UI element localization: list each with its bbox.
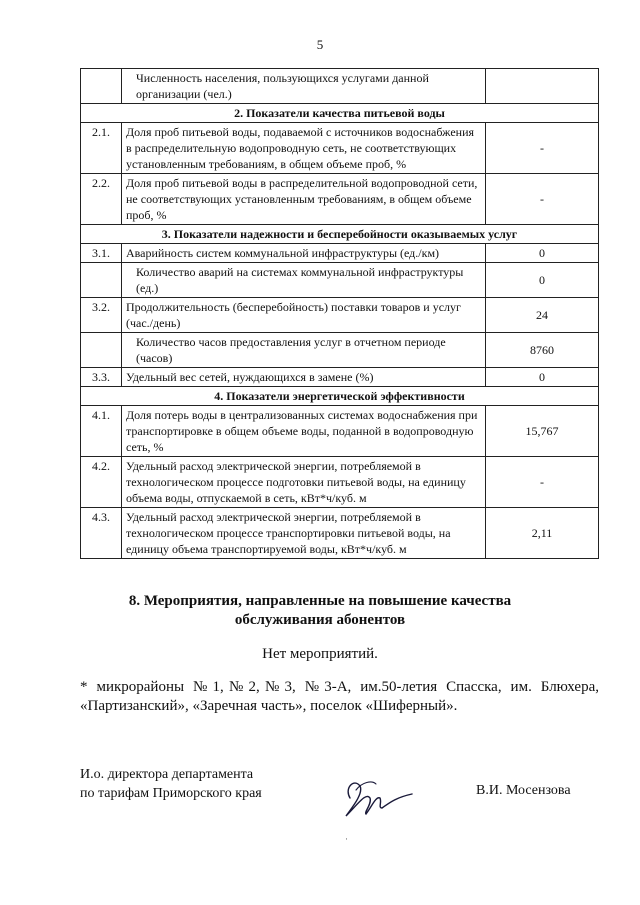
row-value: 2,11 bbox=[486, 508, 599, 559]
table-row bbox=[81, 244, 599, 263]
row-number: 4.2. bbox=[81, 457, 122, 508]
table-row bbox=[81, 263, 599, 298]
table-row bbox=[81, 123, 599, 174]
row-number bbox=[81, 69, 122, 104]
row-text: Удельный расход электрической энергии, потребляемой в технологическом процессе транспортировки питьевой воды, на единицу объема транспортируемой воды, кВт*ч/куб. м bbox=[122, 508, 486, 559]
section-row bbox=[81, 225, 599, 244]
signatory-position-line1: И.о. директора департамента bbox=[80, 767, 254, 782]
table-row bbox=[81, 333, 599, 368]
row-text: Численность населения, пользующихся услугами данной организации (чел.) bbox=[122, 69, 486, 104]
handwritten-signature bbox=[336, 768, 416, 824]
section-heading: 4. Показатели энергетической эффективности bbox=[81, 387, 599, 406]
row-number: 3.1. bbox=[81, 244, 122, 263]
indicators-table bbox=[80, 68, 599, 559]
row-number bbox=[81, 333, 122, 368]
row-value bbox=[486, 69, 599, 104]
row-number bbox=[81, 263, 122, 298]
section-8-title bbox=[0, 592, 640, 630]
row-value: 0 bbox=[486, 368, 599, 387]
row-text: Количество аварий на системах коммунальной инфраструктуры (ед.) bbox=[122, 263, 486, 298]
row-value: - bbox=[486, 174, 599, 225]
row-text: Количество часов предоставления услуг в отчетном периоде (часов) bbox=[122, 333, 486, 368]
row-number: 2.2. bbox=[81, 174, 122, 225]
row-text: Удельный расход электрической энергии, потребляемой в технологическом процессе подготовки питьевой воды, на единицу объема воды, отпускаемой в сеть, кВт*ч/куб. м bbox=[122, 457, 486, 508]
scan-mark: · bbox=[345, 834, 348, 844]
row-value: 24 bbox=[486, 298, 599, 333]
row-number: 3.2. bbox=[81, 298, 122, 333]
table-row bbox=[81, 69, 599, 104]
signatory-position-line2: по тарифам Приморского края bbox=[80, 786, 262, 801]
row-value: 15,767 bbox=[486, 406, 599, 457]
table-row bbox=[81, 298, 599, 333]
row-text: Аварийность систем коммунальной инфраструктуры (ед./км) bbox=[122, 244, 486, 263]
section-8-title-line2: обслуживания абонентов bbox=[234, 612, 406, 628]
section-row bbox=[81, 387, 599, 406]
row-text: Доля потерь воды в централизованных системах водоснабжения при транспортировке в общем объеме воды, поданной в водопроводную сеть, % bbox=[122, 406, 486, 457]
table-row bbox=[81, 368, 599, 387]
section-row bbox=[81, 104, 599, 123]
table-row bbox=[81, 406, 599, 457]
row-text: Доля проб питьевой воды в распределительной водопроводной сети, не соответствующих установленным требованиям, в общем объеме проб, % bbox=[122, 174, 486, 225]
row-text: Удельный вес сетей, нуждающихся в замене (%) bbox=[122, 368, 486, 387]
row-value: - bbox=[486, 123, 599, 174]
footnote-line2: «Партизанский», «Заречная часть», поселок «Шиферный». bbox=[80, 698, 458, 714]
row-text: Продолжительность (бесперебойность) поставки товаров и услуг (час./день) bbox=[122, 298, 486, 333]
signatory-position bbox=[80, 765, 262, 803]
row-value: - bbox=[486, 457, 599, 508]
table-row bbox=[81, 174, 599, 225]
row-value: 0 bbox=[486, 263, 599, 298]
row-value: 8760 bbox=[486, 333, 599, 368]
section-8-title-line1: 8. Мероприятия, направленные на повышение качества bbox=[128, 593, 512, 609]
section-heading: 3. Показатели надежности и бесперебойности оказываемых услуг bbox=[81, 225, 599, 244]
row-number: 3.3. bbox=[81, 368, 122, 387]
no-measures-text: Нет мероприятий. bbox=[262, 646, 378, 662]
table-row bbox=[81, 508, 599, 559]
row-number: 4.3. bbox=[81, 508, 122, 559]
footnote-line1: * микрорайоны №1,№2,№3, №3-А, им.50-летия Спасска, им. Блюхера, bbox=[80, 679, 599, 695]
row-text: Доля проб питьевой воды, подаваемой с источников водоснабжения в распределительную водопроводную сеть, не соответствующих установленным требованиям, в общем объеме проб, % bbox=[122, 123, 486, 174]
row-value: 0 bbox=[486, 244, 599, 263]
page-number: 5 bbox=[316, 37, 324, 52]
table-row bbox=[81, 457, 599, 508]
row-number: 4.1. bbox=[81, 406, 122, 457]
signatory-name: В.И. Мосензова bbox=[476, 783, 571, 798]
section-heading: 2. Показатели качества питьевой воды bbox=[81, 104, 599, 123]
row-number: 2.1. bbox=[81, 123, 122, 174]
footnote bbox=[80, 678, 599, 716]
